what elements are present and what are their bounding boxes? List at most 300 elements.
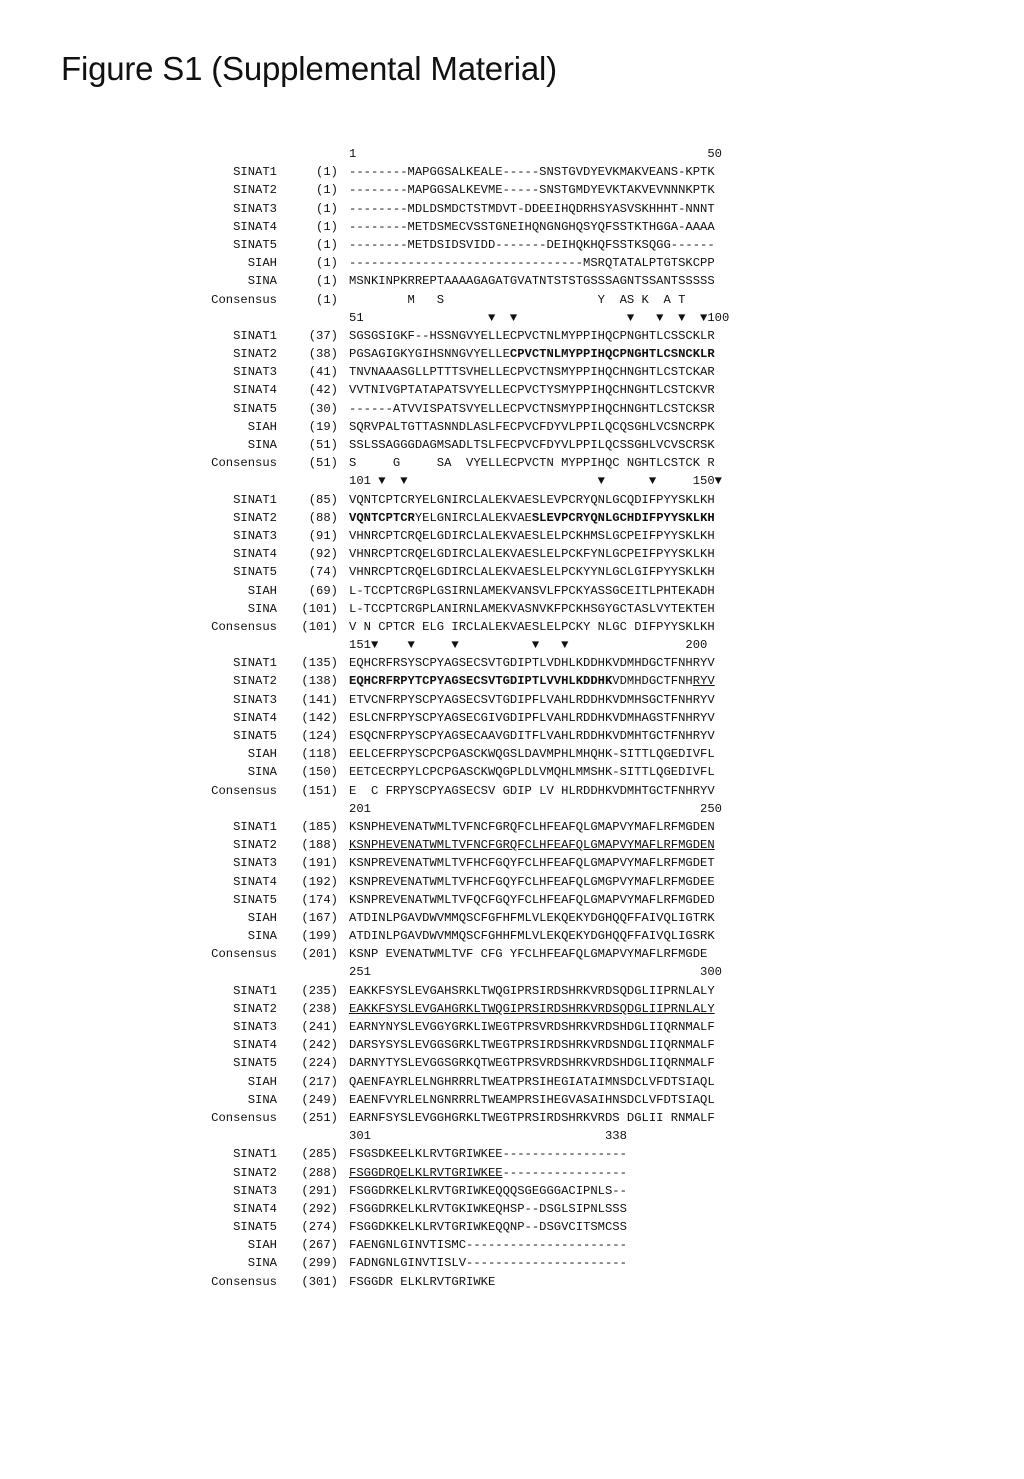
start-position: (1) [316, 237, 338, 252]
alignment-row [0, 509, 1024, 527]
sequence-text [349, 1091, 715, 1109]
sequence-segment: EARNYNYSLEVGGYGRKLIWEGTPRSVRDSHRKVRDSHDGLIIQRNMALF [349, 1020, 715, 1034]
sequence-name: SINAT3 [233, 528, 277, 543]
sequence-segment: FADNGNLGINVTISLV---------------------- [349, 1256, 627, 1271]
sequence-text [349, 236, 715, 254]
sequence-name: SINAT2 [233, 183, 277, 198]
alignment-row [0, 1054, 1024, 1072]
sequence-text [349, 1236, 627, 1254]
sequence-text [349, 272, 715, 290]
start-position: (101) [301, 619, 338, 634]
alignment-row [0, 381, 1024, 399]
ruler-row [0, 145, 1024, 163]
start-position: (85) [308, 492, 338, 507]
sequence-name: SIAH [247, 747, 277, 762]
sequence-segment: VQNTCPTCRYELGNIRCLALEKVAESLEVPCRYQNLGCQDIFPYYSKLKH [349, 492, 715, 507]
sequence-name: SINA [247, 274, 277, 289]
sequence-segment: ----------------- [502, 1165, 627, 1180]
sequence-text [349, 945, 707, 963]
figure-title: Figure S1 (Supplemental Material) [61, 50, 557, 87]
start-position: (101) [301, 601, 338, 616]
sequence-name: SINAT5 [233, 237, 277, 252]
sequence-text [349, 927, 715, 945]
start-position: (151) [301, 783, 338, 798]
alignment-row [0, 400, 1024, 418]
alignment-row [0, 891, 1024, 909]
sequence-segment: --------MDLDSMDCTSTMDVT-DDEEIHQDRHSYASVSKHHHT-NNNT [349, 201, 715, 216]
sequence-segment: KSNPREVENATWMLTVFHCFGQYFCLHFEAFQLGMAPVYMAFLRFMGDET [349, 856, 715, 871]
sequence-name: SINA [247, 929, 277, 944]
alignment-row [0, 600, 1024, 618]
ruler-row [0, 1127, 1024, 1145]
sequence-text [349, 1054, 715, 1072]
sequence-name: SIAH [247, 910, 277, 925]
sequence-text [349, 1000, 715, 1018]
sequence-name: Consensus [211, 292, 277, 307]
sequence-text [349, 1109, 715, 1127]
sequence-text [349, 200, 715, 218]
sequence-name: SINAT1 [233, 328, 277, 343]
sequence-name: SINA [247, 601, 277, 616]
alignment-row [0, 218, 1024, 236]
start-position: (37) [308, 328, 338, 343]
start-position: (185) [301, 819, 338, 834]
sequence-segment: FAENGNLGINVTISMC---------------------- [349, 1238, 627, 1253]
sequence-text [349, 1218, 627, 1236]
alignment-row [0, 1182, 1024, 1200]
sequence-text [349, 545, 715, 563]
alignment-row [0, 691, 1024, 709]
sequence-text [349, 1200, 627, 1218]
start-position: (288) [301, 1165, 338, 1180]
sequence-text [349, 909, 715, 927]
sequence-text [349, 618, 715, 636]
start-position: (238) [301, 1001, 338, 1016]
sequence-text [349, 982, 715, 1000]
start-position: (1) [316, 274, 338, 289]
sequence-text [349, 1254, 627, 1272]
bold-segment: EQHCRFRPYTCPYAGSECSVTGDIPTLVVHLKDDHK [349, 674, 613, 689]
sequence-segment: L-TCCPTCRGPLGSIRNLAMEKVANSVLFPCKYASSGCEITLPHTEKADH [349, 583, 715, 598]
sequence-text [349, 836, 715, 854]
sequence-segment: L-TCCPTCRGPLANIRNLAMEKVASNVKFPCKHSGYGCTASLVYTEKTEH [349, 601, 715, 616]
alignment-row [0, 1145, 1024, 1163]
sequence-text [349, 381, 715, 399]
sequence-name: SINAT2 [233, 838, 277, 853]
sequence-segment: SGSGSIGKF--HSSNGVYELLECPVCTNLMYPPIHQCPNGHTLCSSCKLR [349, 328, 715, 343]
sequence-segment: KSNPREVENATWMLTVFHCFGQYFCLHFEAFQLGMGPVYMAFLRFMGDEE [349, 874, 715, 889]
sequence-segment: EELCEFRPYSCPCPGASCKWQGSLDAVMPHLMHQHK-SITTLQGEDIVFL [349, 747, 715, 762]
alignment-row [0, 491, 1024, 509]
start-position: (224) [301, 1056, 338, 1071]
sequence-text [349, 527, 715, 545]
position-ruler: 201 250 [349, 801, 722, 816]
start-position: (242) [301, 1038, 338, 1053]
sequence-name: SINAT3 [233, 201, 277, 216]
sequence-segment: KSNP EVENATWMLTVF CFG YFCLHFEAFQLGMAPVYMAFLRFMGDE [349, 947, 708, 962]
sequence-name: SINAT5 [233, 1220, 277, 1235]
sequence-segment: MSNKINPKRREPTAAAAGAGATGVATNTSTSTGSSSAGNTSSANTSSSSS [349, 274, 715, 289]
start-position: (1) [316, 256, 338, 271]
sequence-text [349, 891, 715, 909]
sequence-text [349, 563, 715, 581]
alignment-row [0, 436, 1024, 454]
ruler-row [0, 963, 1024, 981]
sequence-text [349, 709, 715, 727]
sequence-name: SINAT3 [233, 692, 277, 707]
start-position: (30) [308, 401, 338, 416]
sequence-name: SINAT4 [233, 1038, 277, 1053]
alignment-row [0, 291, 1024, 309]
sequence-text [349, 418, 715, 436]
start-position: (42) [308, 383, 338, 398]
sequence-segment: EQHCRFRSYSCPYAGSECSVTGDIPTLVDHLKDDHKVDMHDGCTFNHRYV [349, 656, 715, 671]
sequence-segment: ATDINLPGAVDWVMMQSCFGFHFMLVLEKQEKYDGHQQFFAIVQLIGTRK [349, 910, 715, 925]
start-position: (274) [301, 1220, 338, 1235]
alignment-row [0, 1018, 1024, 1036]
alignment-row [0, 854, 1024, 872]
start-position: (138) [301, 674, 338, 689]
sequence-segment: FSGGDKKELKLRVTGRIWKEQQNP--DSGVCITSMCSS [349, 1220, 627, 1235]
sequence-name: SINAT2 [233, 510, 277, 525]
sequence-text [349, 763, 715, 781]
start-position: (92) [308, 547, 338, 562]
alignment-row [0, 818, 1024, 836]
alignment-row [0, 982, 1024, 1000]
sequence-text [349, 254, 715, 272]
start-position: (191) [301, 856, 338, 871]
sequence-segment: ATDINLPGAVDWVMMQSCFGHHFMLVLEKQEKYDGHQQFFAIVQLIGSRK [349, 929, 715, 944]
sequence-name: Consensus [211, 947, 277, 962]
alignment-row [0, 727, 1024, 745]
sequence-segment: ETVCNFRPYSCPYAGSECSVTGDIPFLVAHLRDDHKVDMHSGCTFNHRYV [349, 692, 715, 707]
sequence-text [349, 1018, 715, 1036]
sequence-name: SINAT5 [233, 729, 277, 743]
sequence-segment: --------METDSMECVSSTGNEIHQNGNGHQSYQFSSTKTHGGA-AAAA [349, 219, 715, 234]
alignment-row [0, 1073, 1024, 1091]
alignment-row [0, 1236, 1024, 1254]
sequence-name: SINAT4 [233, 219, 277, 234]
start-position: (285) [301, 1147, 338, 1162]
sequence-name: SINAT1 [233, 656, 277, 671]
position-ruler: 1 50 [349, 147, 722, 161]
alignment-row [0, 327, 1024, 345]
underlined-segment: EAKKFSYSLEVGAHGRKLTWQGIPRSIRDSHRKVRDSQDGLIIPRNLALY [349, 1001, 715, 1016]
alignment-row [0, 1000, 1024, 1018]
alignment-row [0, 163, 1024, 181]
alignment-row [0, 763, 1024, 781]
sequence-name: Consensus [211, 783, 277, 798]
sequence-segment: PGSAGIGKYGIHSNNGVYELLE [349, 347, 510, 362]
sequence-segment: M S Y AS K A T [349, 292, 715, 307]
start-position: (142) [301, 710, 338, 725]
start-position: (251) [301, 1110, 338, 1125]
bold-segment: SLEVPCRYQNLGCHDIFPYYSKLKH [531, 510, 715, 525]
start-position: (41) [308, 365, 338, 380]
sequence-text [349, 291, 715, 309]
sequence-segment: VDMHDGCTFNH [612, 674, 693, 689]
alignment-row [0, 418, 1024, 436]
sequence-name: SINAT2 [233, 347, 277, 362]
start-position: (201) [301, 947, 338, 962]
sequence-segment: YELGNIRCLALEKVAE [414, 510, 532, 525]
alignment-row [0, 272, 1024, 290]
sequence-text [349, 654, 715, 672]
sequence-name: SINAT5 [233, 1056, 277, 1071]
bold-segment: VQNTCPTCR [349, 510, 415, 525]
start-position: (235) [301, 983, 338, 998]
sequence-name: SINAT4 [233, 383, 277, 398]
sequence-text [349, 854, 715, 872]
alignment-row [0, 1254, 1024, 1272]
alignment-row [0, 873, 1024, 891]
underlined-segment: FSGGDRQELKLRVTGRIWKEE [349, 1165, 503, 1180]
start-position: (135) [301, 656, 338, 671]
start-position: (241) [301, 1020, 338, 1034]
sequence-text [349, 582, 715, 600]
start-position: (291) [301, 1183, 338, 1198]
alignment-row [0, 582, 1024, 600]
sequence-name: SINAT3 [233, 365, 277, 380]
sequence-name: SIAH [247, 419, 277, 434]
sequence-name: SINAT1 [233, 819, 277, 834]
start-position: (124) [301, 729, 338, 743]
sequence-segment: FSGGDRKELKLRVTGKIWKEQHSP--DSGLSIPNLSSS [349, 1201, 627, 1216]
alignment-row [0, 1218, 1024, 1236]
sequence-name: SINAT2 [233, 1165, 277, 1180]
sequence-segment: EAKKFSYSLEVGAHSRKLTWQGIPRSIRDSHRKVRDSQDGLIIPRNLALY [349, 983, 715, 998]
start-position: (150) [301, 765, 338, 780]
start-position: (1) [316, 219, 338, 234]
position-ruler: 101 ▼ ▼ ▼ ▼ 150▼ [349, 474, 722, 489]
sequence-name: Consensus [211, 1274, 277, 1289]
start-position: (292) [301, 1201, 338, 1216]
start-position: (51) [308, 456, 338, 471]
alignment-row [0, 709, 1024, 727]
alignment-row [0, 745, 1024, 763]
alignment-row [0, 363, 1024, 381]
sequence-segment: --------METDSIDSVIDD-------DEIHQKHQFSSTKSQGG------ [349, 237, 715, 252]
sequence-name: SINAT1 [233, 983, 277, 998]
alignment-row [0, 909, 1024, 927]
sequence-text [349, 672, 715, 690]
sequence-text [349, 600, 715, 618]
start-position: (74) [308, 565, 338, 580]
start-position: (51) [308, 438, 338, 452]
bold-segment: CPVCTNLMYPPIHQCPNGHTLCSNCKLR [509, 347, 715, 362]
sequence-segment: ESLCNFRPYSCPYAGSECGIVGDIPFLVAHLRDDHKVDMHAGSTFNHRYV [349, 710, 715, 725]
sequence-segment: S G SA VYELLECPVCTN MYPPIHQC NGHTLCSTCK R [349, 456, 715, 471]
start-position: (188) [301, 838, 338, 853]
alignment-row [0, 618, 1024, 636]
alignment-row [0, 672, 1024, 690]
sequence-segment: EETCECRPYLCPCPGASCKWQGPLDLVMQHLMMSHK-SITTLQGEDIVFL [349, 765, 715, 780]
start-position: (249) [301, 1092, 338, 1107]
sequence-segment: --------MAPGGSALKEALE-----SNSTGVDYEVKMAKVEANS-KPTK [349, 165, 715, 180]
sequence-name: SINAT4 [233, 547, 277, 562]
sequence-text [349, 345, 715, 363]
sequence-name: SINAT1 [233, 1147, 277, 1162]
sequence-segment: TNVNAAASGLLPTTTSVHELLECPVCTNSMYPPIHQCHNGHTLCSTCKAR [349, 365, 715, 380]
sequence-text [349, 782, 715, 800]
alignment-row [0, 200, 1024, 218]
ruler-row [0, 472, 1024, 490]
sequence-segment: V N CPTCR ELG IRCLALEKVAESLELPCKY NLGC DIFPYYSKLKH [349, 619, 715, 634]
sequence-segment: SQRVPALTGTTASNNDLASLFECPVCFDYVLPPILQCQSGHLVCSNCRPK [349, 419, 715, 434]
alignment-row [0, 527, 1024, 545]
sequence-text [349, 509, 715, 527]
alignment-row [0, 1200, 1024, 1218]
alignment-row [0, 1273, 1024, 1291]
start-position: (174) [301, 892, 338, 907]
sequence-name: SIAH [247, 1074, 277, 1089]
sequence-text [349, 1273, 495, 1291]
start-position: (88) [308, 510, 338, 525]
sequence-name: Consensus [211, 619, 277, 634]
alignment-row [0, 545, 1024, 563]
sequence-segment: KSNPHEVENATWMLTVFNCFGRQFCLHFEAFQLGMAPVYMAFLRFMGDEN [349, 819, 715, 834]
sequence-name: SINAT1 [233, 492, 277, 507]
alignment-row [0, 563, 1024, 581]
start-position: (69) [308, 583, 338, 598]
start-position: (1) [316, 201, 338, 216]
alignment-row [0, 454, 1024, 472]
sequence-alignment [0, 145, 1024, 1291]
sequence-segment: QAENFAYRLELNGHRRRLTWEATPRSIHEGIATAIMNSDCLVFDTSIAQL [349, 1074, 715, 1089]
sequence-name: SINAT4 [233, 874, 277, 889]
underlined-segment: KSNPHEVENATWMLTVFNCFGRQFCLHFEAFQLGMAPVYMAFLRFMGDEN [349, 838, 715, 853]
sequence-segment: --------MAPGGSALKEVME-----SNSTGMDYEVKTAKVEVNNNKPTK [349, 183, 715, 198]
sequence-name: SINAT4 [233, 710, 277, 725]
start-position: (1) [316, 292, 338, 307]
sequence-name: SINAT1 [233, 165, 277, 180]
sequence-text [349, 727, 715, 745]
sequence-text [349, 363, 715, 381]
sequence-name: SINAT4 [233, 1201, 277, 1216]
alignment-row [0, 927, 1024, 945]
start-position: (167) [301, 910, 338, 925]
start-position: (192) [301, 874, 338, 889]
sequence-segment: DARNYTYSLEVGGSGRKQTWEGTPRSVRDSHRKVRDSHDGLIIQRNMALF [349, 1056, 715, 1071]
start-position: (199) [301, 929, 338, 944]
sequence-segment: ------ATVVISPATSVYELLECPVCTNSMYPPIHQCHNGHTLCSTCKSR [349, 401, 715, 416]
sequence-name: Consensus [211, 1110, 277, 1125]
sequence-text [349, 436, 715, 454]
alignment-row [0, 836, 1024, 854]
sequence-name: SINAT2 [233, 1001, 277, 1016]
start-position: (301) [301, 1274, 338, 1289]
alignment-row [0, 181, 1024, 199]
sequence-segment: FSGSDKEELKLRVTGRIWKEE----------------- [349, 1147, 627, 1162]
start-position: (267) [301, 1238, 338, 1253]
sequence-text [349, 218, 715, 236]
sequence-text [349, 691, 715, 709]
sequence-text [349, 1182, 627, 1200]
start-position: (299) [301, 1256, 338, 1271]
sequence-name: SINAT5 [233, 401, 277, 416]
sequence-segment: EAENFVYRLELNGNRRRLTWEAMPRSIHEGVASAIHNSDCLVFDTSIAQL [349, 1092, 715, 1107]
sequence-name: SINAT5 [233, 565, 277, 580]
sequence-name: SINAT5 [233, 892, 277, 907]
start-position: (19) [308, 419, 338, 434]
alignment-row [0, 1036, 1024, 1054]
sequence-segment: VHNRCPTCRQELGDIRCLALEKVAESLELPCKHMSLGCPEIFPYYSKLKH [349, 528, 715, 543]
alignment-row [0, 236, 1024, 254]
alignment-row [0, 945, 1024, 963]
sequence-name: SINAT3 [233, 1183, 277, 1198]
sequence-text [349, 1073, 715, 1091]
sequence-text [349, 818, 715, 836]
sequence-text [349, 1036, 715, 1054]
sequence-name: SINAT3 [233, 856, 277, 871]
sequence-name: SIAH [247, 1238, 277, 1253]
position-ruler: 301 338 [349, 1129, 627, 1144]
sequence-name: SINA [247, 1256, 277, 1271]
ruler-row [0, 309, 1024, 327]
sequence-name: Consensus [211, 456, 277, 471]
sequence-segment: VHNRCPTCRQELGDIRCLALEKVAESLELPCKYYNLGCLGIFPYYSKLKH [349, 565, 715, 580]
sequence-name: SIAH [247, 256, 277, 271]
position-ruler: 151▼ ▼ ▼ ▼ ▼ 200 [349, 638, 708, 653]
start-position: (217) [301, 1074, 338, 1089]
sequence-segment: E C FRPYSCPYAGSECSV GDIP LV HLRDDHKVDMHTGCTFNHRYV [349, 783, 715, 798]
sequence-segment: DARSYSYSLEVGGSGRKLTWEGTPRSIRDSHRKVRDSNDGLIIQRNMALF [349, 1038, 715, 1053]
sequence-text [349, 400, 715, 418]
sequence-text [349, 163, 715, 181]
sequence-text [349, 181, 715, 199]
alignment-row [0, 1091, 1024, 1109]
start-position: (91) [308, 528, 338, 543]
sequence-text [349, 327, 715, 345]
position-ruler: 251 300 [349, 965, 722, 980]
sequence-name: SINA [247, 1092, 277, 1107]
sequence-name: SINAT3 [233, 1020, 277, 1034]
start-position: (1) [316, 183, 338, 198]
sequence-name: SINA [247, 438, 277, 452]
sequence-segment: VVTNIVGPTATAPATSVYELLECPVCTYSMYPPIHQCHNGHTLCSTCKVR [349, 383, 715, 398]
sequence-text [349, 1145, 627, 1163]
start-position: (118) [301, 747, 338, 762]
sequence-segment: VHNRCPTCRQELGDIRCLALEKVAESLELPCKFYNLGCPEIFPYYSKLKH [349, 547, 715, 562]
alignment-row [0, 782, 1024, 800]
alignment-row [0, 654, 1024, 672]
sequence-name: SINA [247, 765, 277, 780]
ruler-row [0, 636, 1024, 654]
sequence-text [349, 491, 715, 509]
sequence-segment: EARNFSYSLEVGGHGRKLTWEGTPRSIRDSHRKVRDS DGLII RNMALF [349, 1110, 715, 1125]
alignment-row [0, 254, 1024, 272]
start-position: (141) [301, 692, 338, 707]
alignment-row [0, 1164, 1024, 1182]
underlined-segment: RYV [692, 674, 715, 689]
sequence-text [349, 1164, 627, 1182]
alignment-row [0, 1109, 1024, 1127]
sequence-segment: KSNPREVENATWMLTVFQCFGQYFCLHFEAFQLGMAPVYMAFLRFMGDED [349, 892, 715, 907]
alignment-row [0, 345, 1024, 363]
start-position: (38) [308, 347, 338, 362]
sequence-segment: --------------------------------MSRQTATALPTGTSKCPP [349, 256, 715, 271]
sequence-segment: ESQCNFRPYSCPYAGSECAAVGDITFLVAHLRDDHKVDMHTGCTFNHRYV [349, 729, 715, 743]
start-position: (1) [316, 165, 338, 180]
sequence-segment: FSGGDR ELKLRVTGRIWKE [349, 1274, 496, 1289]
sequence-text [349, 873, 715, 891]
position-ruler: 51 ▼ ▼ ▼ ▼ ▼ ▼100 [349, 310, 730, 325]
sequence-name: SIAH [247, 583, 277, 598]
sequence-text [349, 454, 715, 472]
sequence-segment: SSLSSAGGGDAGMSADLTSLFECPVCFDYVLPPILQCSSGHLVCVSCRSK [349, 438, 715, 452]
sequence-segment: FSGGDRKELKLRVTGRIWKEQQQSGEGGGACIPNLS-- [349, 1183, 627, 1198]
sequence-name: SINAT2 [233, 674, 277, 689]
